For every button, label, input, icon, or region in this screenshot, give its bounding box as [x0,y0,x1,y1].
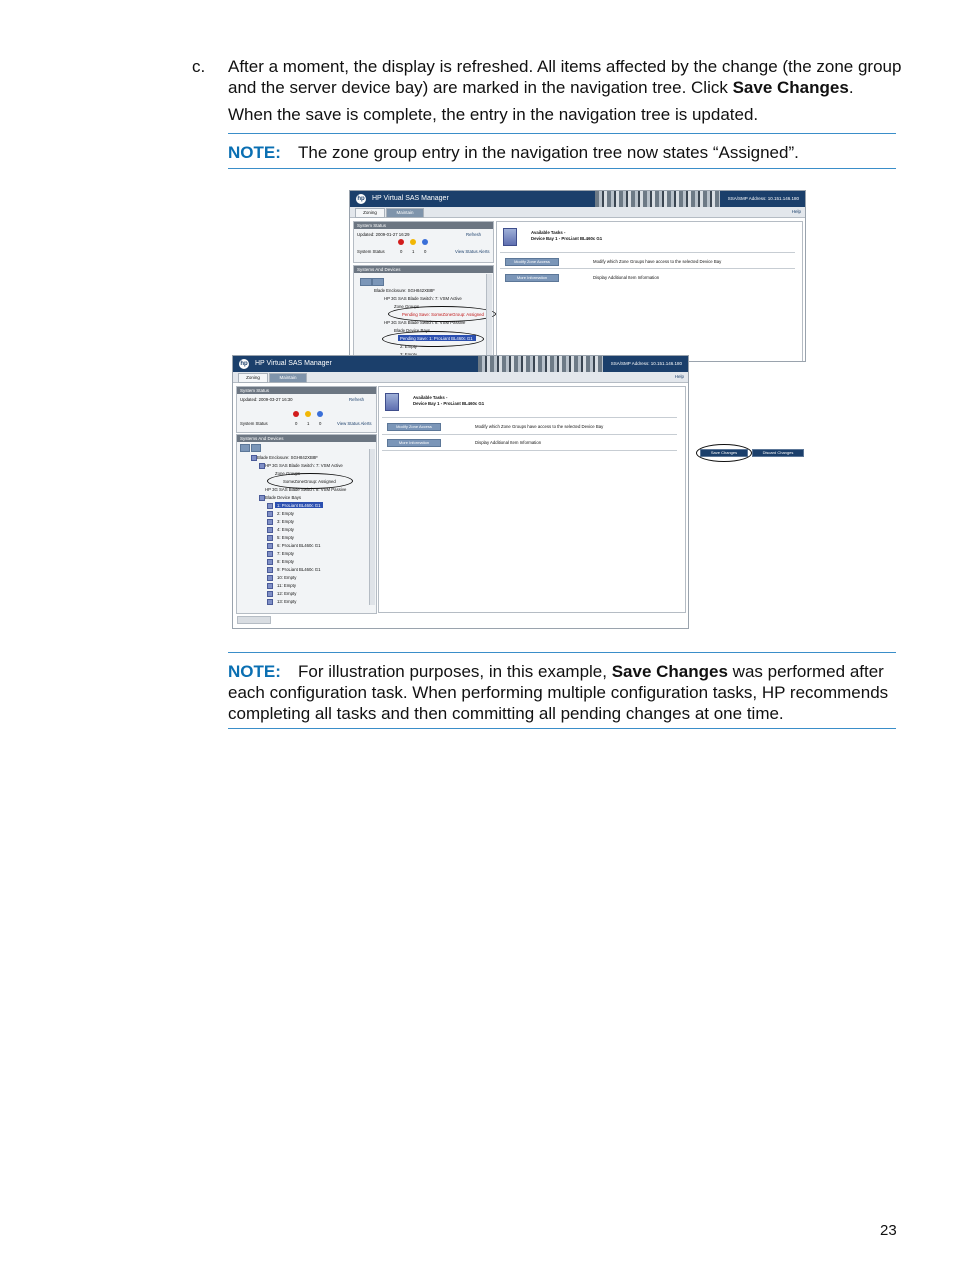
tree-item-zone-group[interactable]: SomeZoneGroup: Assigned [283,479,336,484]
tree-item[interactable]: 11: Empty [277,583,297,588]
note-line-1-end: was performed after [727,662,884,681]
system-status-header: System Status [237,387,376,394]
header-photo [595,191,720,207]
more-information-button[interactable]: More Information [387,439,441,447]
expand-all-button[interactable] [360,278,372,286]
tasks-device: Device Bay 1 - ProLiant BL460c G1 [531,236,603,241]
modify-zone-access-desc: Modify which Zone Groups have access to the selected Device Bay [475,424,604,429]
tasks-panel [378,386,686,613]
tree-item[interactable]: 10: Empty [277,575,297,580]
note-label: NOTE: [228,662,281,681]
help-link[interactable]: Help [791,209,801,214]
system-status-label: System Status [357,249,385,254]
page-number: 23 [880,1222,897,1239]
save-changes-emphasis: Save Changes [732,78,849,97]
tree-item[interactable]: HP 3G SAS Blade Switch: 7: VSM Active [265,463,343,468]
tree-item[interactable]: Blade Enclosure: SGH842XB8F [257,455,318,460]
system-status-header: System Status [354,222,493,229]
tree-item[interactable]: 6: ProLiant BL460c G1 [277,543,321,548]
more-information-desc: Display Additional Item Information [475,440,542,445]
note-rule-top [228,652,896,653]
collapse-all-button[interactable] [251,444,261,452]
updated-time: Updated: 2009-01-27 16:29 [357,232,410,237]
critical-icon [398,239,404,245]
bay-icon [267,567,273,573]
step-marker: c. [192,57,206,76]
warning-count: 1 [307,421,310,426]
divider [382,434,677,435]
tab-zoning[interactable]: Zoning [238,373,268,383]
tab-zoning[interactable]: Zoning [355,208,385,218]
refresh-link[interactable]: Refresh [349,397,365,402]
server-device-icon [385,393,399,411]
tree-item[interactable]: 7: Empty [277,551,294,556]
view-status-alerts-link[interactable]: View Status Alerts [455,249,490,254]
bay-icon [267,551,273,557]
step-line-3: When the save is complete, the entry in the navigation tree is updated. [228,105,759,124]
tree-item[interactable]: Blade Enclosure: SGH842XB8F [374,288,435,293]
server-device-icon [503,228,517,246]
step-line-2 [228,77,854,98]
refresh-link[interactable]: Refresh [466,232,482,237]
tree-item[interactable]: 2: Empty [400,344,417,349]
system-status-panel [353,221,494,263]
tasks-device: Device Bay 1 - ProLiant BL460c G1 [413,401,485,406]
systems-panel [353,265,494,362]
tab-bar [350,207,805,218]
screenshot-front [232,355,689,629]
tree-item-pending-zone-group[interactable]: Pending Save: SomeZoneGroup: Assigned [402,312,484,317]
bay-icon [267,591,273,597]
save-changes-emphasis: Save Changes [611,662,728,681]
tree-item[interactable]: 12: Empty [277,591,297,596]
tasks-panel [496,221,803,362]
bay-icon [267,519,273,525]
title-bar [350,191,805,207]
tree-scrollbar[interactable] [486,274,492,362]
screenshot-back [349,190,806,362]
discard-changes-button[interactable]: Discard Changes [752,449,804,457]
system-status-panel [236,386,377,433]
bay-icon [267,535,273,541]
header-photo [478,356,603,372]
tasks-title: Available Tasks - [531,230,566,235]
system-status-label: System Status [240,421,268,426]
tree-item[interactable]: Blade Device Bays [265,495,302,500]
divider [500,252,795,253]
collapse-all-button[interactable] [372,278,384,286]
bay-icon [267,503,273,509]
info-icon [422,239,428,245]
critical-count: 0 [295,421,298,426]
bay-icon [267,575,273,581]
tasks-title: Available Tasks - [413,395,448,400]
note-rule-bottom [228,728,896,729]
bay-icon [267,583,273,589]
divider [500,268,795,269]
info-count: 0 [424,249,427,254]
callout-ellipse [696,444,752,462]
hp-logo-icon: hp [357,196,365,202]
app-title: HP Virtual SAS Manager [255,360,332,367]
step-line-2-end: . [848,78,854,97]
info-icon [317,411,323,417]
divider [382,417,677,418]
updated-time: Updated: 2009-03-27 16:30 [240,397,293,402]
tree-item[interactable]: 5: Empty [277,535,294,540]
note-rule-bottom [228,168,896,169]
tree-item[interactable]: 13: Empty [277,599,297,604]
systems-header: Systems And Devices [237,435,376,442]
panel-action-button[interactable] [237,616,271,624]
smp-address: SSA/SMP Address: 10.151.146.180 [727,196,799,201]
save-changes-button[interactable]: Save Changes [700,449,748,457]
bay-icon [267,543,273,549]
app-title: HP Virtual SAS Manager [372,195,449,202]
tree-item[interactable]: Zone Groups [394,304,420,309]
tree-item[interactable]: HP 3G SAS Blade Switch: 8: VSM Passive [384,320,466,325]
tab-maintain[interactable]: Maintain [269,373,307,383]
tree-item-selected[interactable]: 1: ProLiant BL460c G1 [277,503,321,508]
modify-zone-access-button[interactable]: Modify Zone Access [505,258,559,266]
warning-icon [305,411,311,417]
hp-logo-icon: hp [240,361,248,367]
title-bar [233,356,688,372]
tree-item[interactable]: 8: Empty [277,559,294,564]
warning-count: 1 [412,249,415,254]
divider [382,450,677,451]
smp-address: SSA/SMP Address: 10.151.146.180 [610,361,682,366]
note-line-1 [298,661,884,682]
critical-icon [293,411,299,417]
view-status-alerts-link[interactable]: View Status Alerts [337,421,372,426]
note-line-2: each configuration task. When performing multiple configuration tasks, HP recommends [228,683,889,702]
modify-zone-access-desc: Modify which Zone Groups have access to the selected Device Bay [593,259,722,264]
modify-zone-access-button[interactable]: Modify Zone Access [387,423,441,431]
note-label: NOTE: [228,143,281,162]
step-line-1: After a moment, the display is refreshed. All items affected by the change (the zone group [228,57,902,76]
tree-item[interactable]: 3: Empty [277,519,294,524]
critical-count: 0 [400,249,403,254]
more-information-button[interactable]: More Information [505,274,559,282]
systems-panel [236,434,377,614]
bay-icon [267,527,273,533]
bay-icon [267,559,273,565]
tab-bar [233,372,688,383]
callout-ellipse [382,331,484,347]
note-rule-top [228,133,896,134]
note-text: The zone group entry in the navigation tree now states “Assigned”. [298,143,799,162]
tree-item[interactable]: Zone Groups [275,471,301,476]
tab-maintain[interactable]: Maintain [386,208,424,218]
help-link[interactable]: Help [674,374,684,379]
tree-scrollbar[interactable] [369,449,375,605]
tree-item[interactable]: HP 3G SAS Blade Switch: 7: VSM Active [384,296,462,301]
systems-header: Systems And Devices [354,266,493,273]
tree-item[interactable]: 2: Empty [277,511,294,516]
warning-icon [410,239,416,245]
tree-item[interactable]: HP 3G SAS Blade Switch: 8: VSM Passive [265,487,347,492]
expand-all-button[interactable] [240,444,250,452]
bay-icon [267,599,273,605]
more-information-desc: Display Additional Item Information [593,275,660,280]
tree-item[interactable]: 4: Empty [277,527,294,532]
bay-icon [267,511,273,517]
note-line-1-text: For illustration purposes, in this example, [298,662,612,681]
step-line-2-text: and the server device bay) are marked in the navigation tree. Click [228,78,733,97]
info-count: 0 [319,421,322,426]
tree-item-pending-bay[interactable]: Pending Save: 1: ProLiant BL460c G1 [400,336,473,341]
tree-item[interactable]: Blade Device Bays [394,328,431,333]
tree-item[interactable]: 9: ProLiant BL460c G1 [277,567,321,572]
note-line-3: completing all tasks and then committing all pending changes at one time. [228,704,784,723]
